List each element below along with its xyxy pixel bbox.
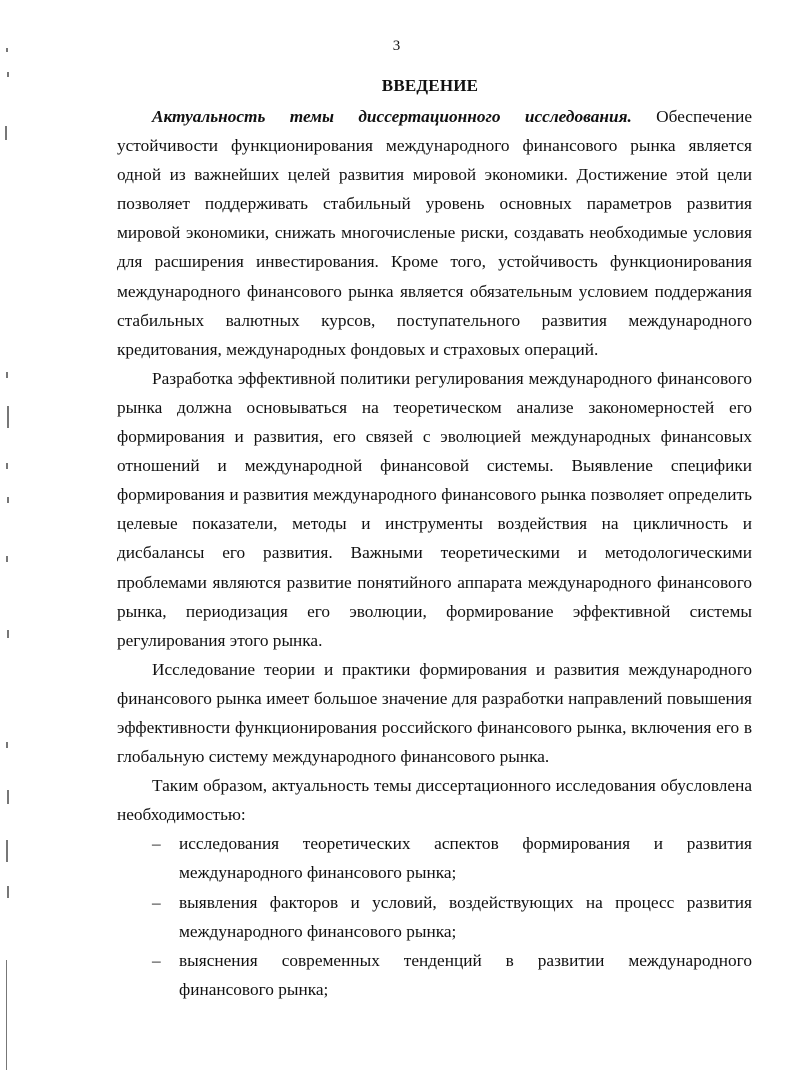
document-body — [117, 102, 752, 1004]
page-number: 3 — [392, 38, 401, 54]
list-item — [117, 829, 752, 887]
dash-bullet: – — [152, 950, 161, 970]
list-item-text: выявления факторов и условий, воздействующих на процесс развития международного финансового рынка; — [179, 892, 752, 941]
intro-lead: Актуальность темы диссертационного исследования. — [152, 107, 632, 126]
necessity-list — [117, 829, 752, 1004]
intro-paragraph — [117, 102, 752, 364]
list-item — [117, 888, 752, 946]
intro-text: Обеспечение устойчивости функционирования международного финансового рынка является одной из важнейших целей развития мировой экономики. Достижение этой цели позволяет поддерживать стабильный уровень основных параметров развития мировой экономики, снижать многочисленые риски, создавать необходимые условия для расширения инвестирования. Кроме того, устойчивость функционирования международного финансового рынка является обязательным условием поддержания стабильных валютных курсов, поступательного развития международного кредитования, международных фондовых и страховых операций. — [117, 107, 752, 359]
page-title: ВВЕДЕНИЕ — [381, 76, 479, 95]
paragraph: Исследование теории и практики формирования и развития международного финансового рынка имеет большое значение для разработки направлений повышения эффективности функционирования российского финансового рынка, включения его в глобальную систему международного финансового рынка. — [117, 659, 752, 767]
paragraph: Таким образом, актуальность темы диссертационного исследования обусловлена необходимостью: — [117, 776, 752, 825]
list-item-text: исследования теоретических аспектов формирования и развития международного финансового рынка; — [179, 834, 752, 883]
dash-bullet: – — [152, 892, 161, 912]
dash-bullet: – — [152, 834, 161, 854]
list-item — [117, 946, 752, 1004]
list-item-text: выяснения современных тенденций в развитии международного финансового рынка; — [179, 950, 752, 999]
paragraph: Разработка эффективной политики регулирования международного финансового рынка должна основываться на теоретическом анализе закономерностей его формирования и развития, его связей с эволюцией международных финансовых отношений и международной финансовой системы. Выявление специфики формирования и развития международного финансового рынка позволяет определить целевые показатели, методы и инструменты воздействия на цикличность и дисбалансы его развития. Важными теоретическими и методологическими проблемами являются развитие понятийного аппарата международного финансового рынка, периодизация его эволюции, формирование эффективной системы регулирования этого рынка. — [117, 368, 752, 650]
scan-margin-marks — [0, 0, 20, 1089]
